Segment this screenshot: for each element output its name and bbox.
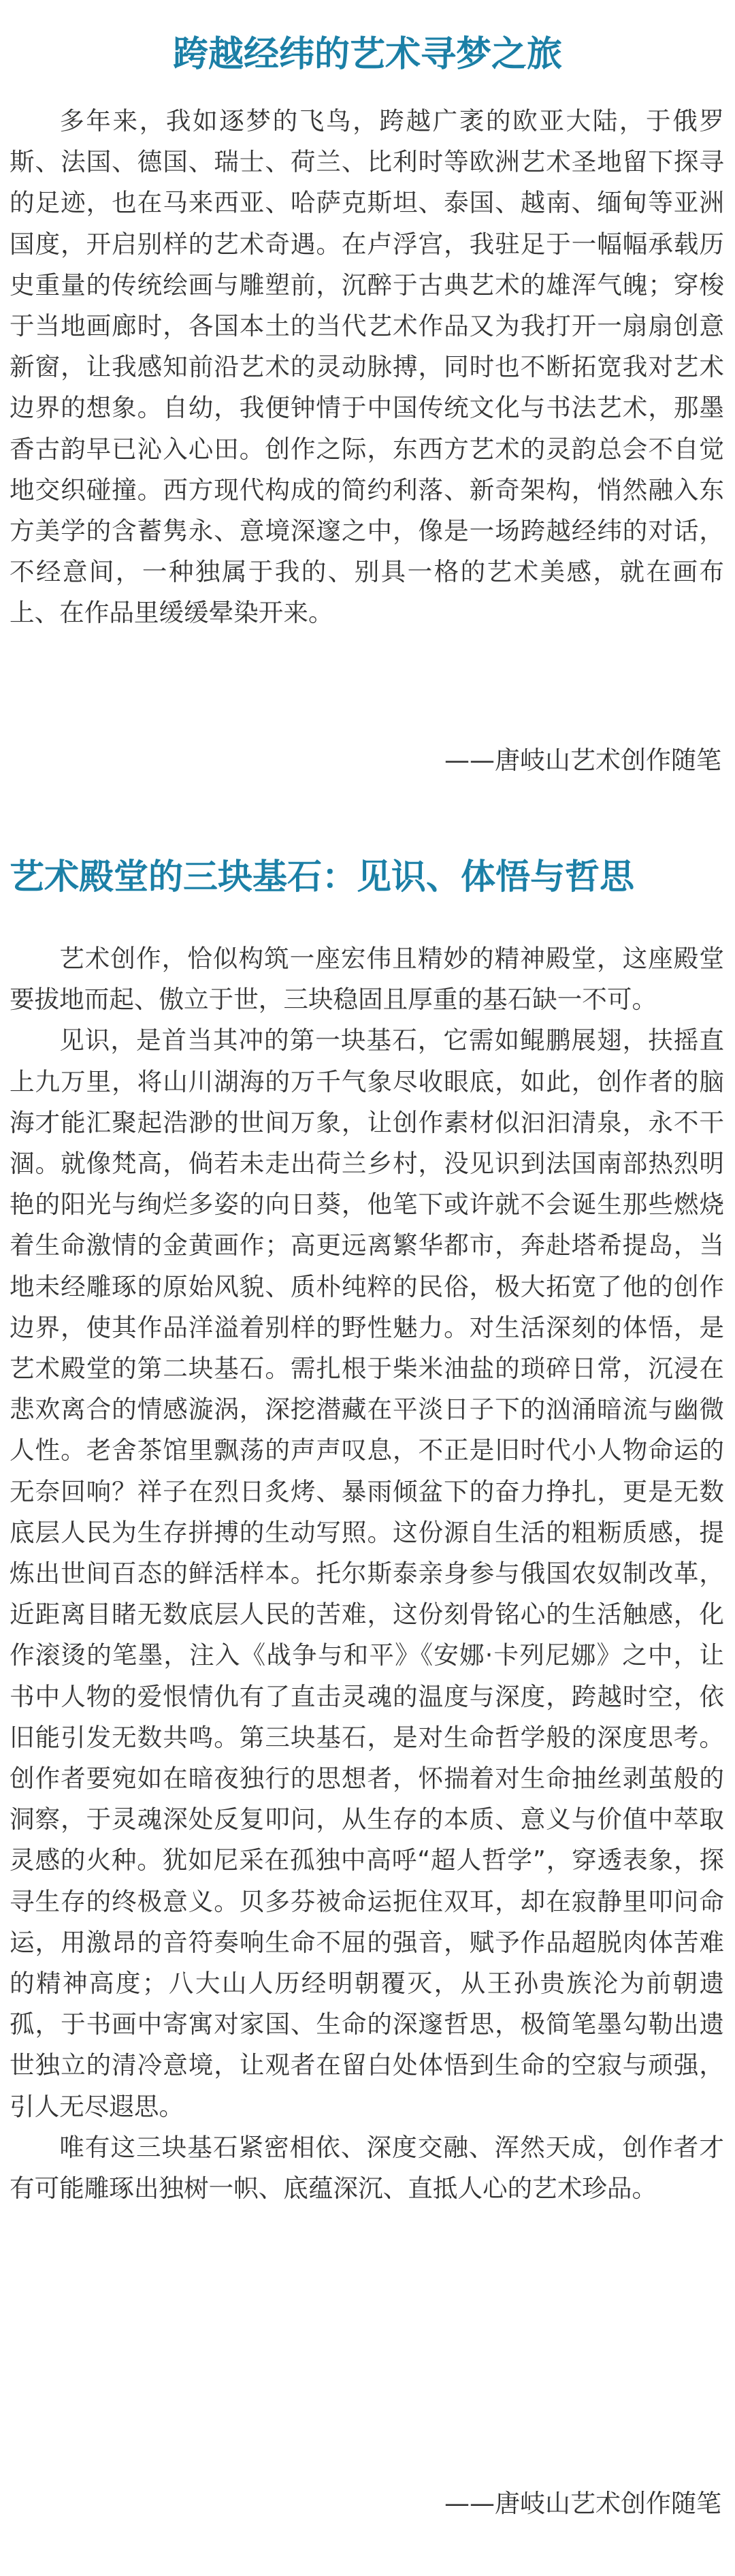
paragraph: 见识，是首当其冲的第一块基石，它需如鲲鹏展翅，扶摇直上九万里，将山川湖海的万千气象尽收眼底，如此，创作者的脑海才能汇聚起浩渺的世间万象，让创作素材似汩汩清泉，永不干涸。就像梵高，倘若未走出荷兰乡村，没见识到法国南部热烈明艳的阳光与绚烂多姿的向日葵，他笔下或许就不会诞生那些燃烧着生命激情的金黄画作；高更远离繁华都市，奔赴塔希提岛，当地未经雕琢的原始风貌、质朴纯粹的民俗，极大拓宽了他的创作边界，使其作品洋溢着别样的野性魅力。对生活深刻的体悟，是艺术殿堂的第二块基石。需扎根于柴米油盐的琐碎日常，沉浸在悲欢离合的情感漩涡，深挖潜藏在平淡日子下的汹涌暗流与幽微人性。老舍茶馆里飘荡的声声叹息，不正是旧时代小人物命运的无奈回响？祥子在烈日炙烤、暴雨倾盆下的奋力挣扎，更是无数底层人民为生存拼搏的生动写照。这份源自生活的粗粝质感，提炼出世间百态的鲜活样本。托尔斯泰亲身参与俄国农奴制改革，近距离目睹无数底层人民的苦难，这份刻骨铭心的生活触感，化作滚烫的笔墨，注入《战争与和平》《安娜·卡列尼娜》之中，让书中人物的爱恨情仇有了直击灵魂的温度与深度，跨越时空，依旧能引发无数共鸣。第三块基石，是对生命哲学般的深度思考。创作者要宛如在暗夜独行的思想者，怀揣着对生命抽丝剥茧般的洞察，于灵魂深处反复叩问，从生存的本质、意义与价值中萃取灵感的火种。犹如尼采在孤独中高呼“超人哲学”，穿透表象，探寻生存的终极意义。贝多芬被命运扼住双耳，却在寂静里叩问命运，用激昂的音符奏响生命不屈的强音，赋予作品超脱肉体苦难的精神高度；八大山人历经明朝覆灭，从王孙贵族沦为前朝遗孤，于书画中寄寓对家国、生命的深邃哲思，极简笔墨勾勒出遗世独立的清冷意境，让观者在留白处体悟到生命的空寂与顽强，引人无尽遐思。 <box>10 1025 724 2121</box>
section-title-2: 艺术殿堂的三块基石：见识、体悟与哲思 <box>10 857 635 897</box>
essay-body-1 <box>10 101 724 634</box>
paragraph: 艺术创作，恰似构筑一座宏伟且精妙的精神殿堂，这座殿堂要拔地而起、傲立于世，三块稳固且厚重的基石缺一不可。 <box>10 944 724 1015</box>
paragraph: 多年来，我如逐梦的飞鸟，跨越广袤的欧亚大陆，于俄罗斯、法国、德国、瑞士、荷兰、比利时等欧洲艺术圣地留下探寻的足迹，也在马来西亚、哈萨克斯坦、泰国、越南、缅甸等亚洲国度，开启别样的艺术奇遇。在卢浮宫，我驻足于一幅幅承载历史重量的传统绘画与雕塑前，沉醉于古典艺术的雄浑气魄；穿梭于当地画廊时，各国本土的当代艺术作品又为我打开一扇扇创意新窗，让我感知前沿艺术的灵动脉搏，同时也不断拓宽我对艺术边界的想象。自幼，我便钟情于中国传统文化与书法艺术，那墨香古韵早已沁入心田。创作之际，东西方艺术的灵韵总会不自觉地交织碰撞。西方现代构成的简约利落、新奇架构，悄然融入东方美学的含蓄隽永、意境深邃之中，像是一场跨越经纬的对话，不经意间，一种独属于我的、别具一格的艺术美感，就在画布上、在作品里缓缓晕染开来。 <box>10 106 724 628</box>
paragraph: 唯有这三块基石紧密相依、深度交融、浑然天成，创作者才有可能雕琢出独树一帜、底蕴深沉、直抵人心的艺术珍品。 <box>10 2132 724 2204</box>
section-title-1: 跨越经纬的艺术寻梦之旅 <box>172 34 562 75</box>
signature-1: ——唐岐山艺术创作随笔 <box>444 746 721 775</box>
essay-body-2 <box>10 938 724 2209</box>
signature-2: ——唐岐山艺术创作随笔 <box>444 2489 721 2518</box>
